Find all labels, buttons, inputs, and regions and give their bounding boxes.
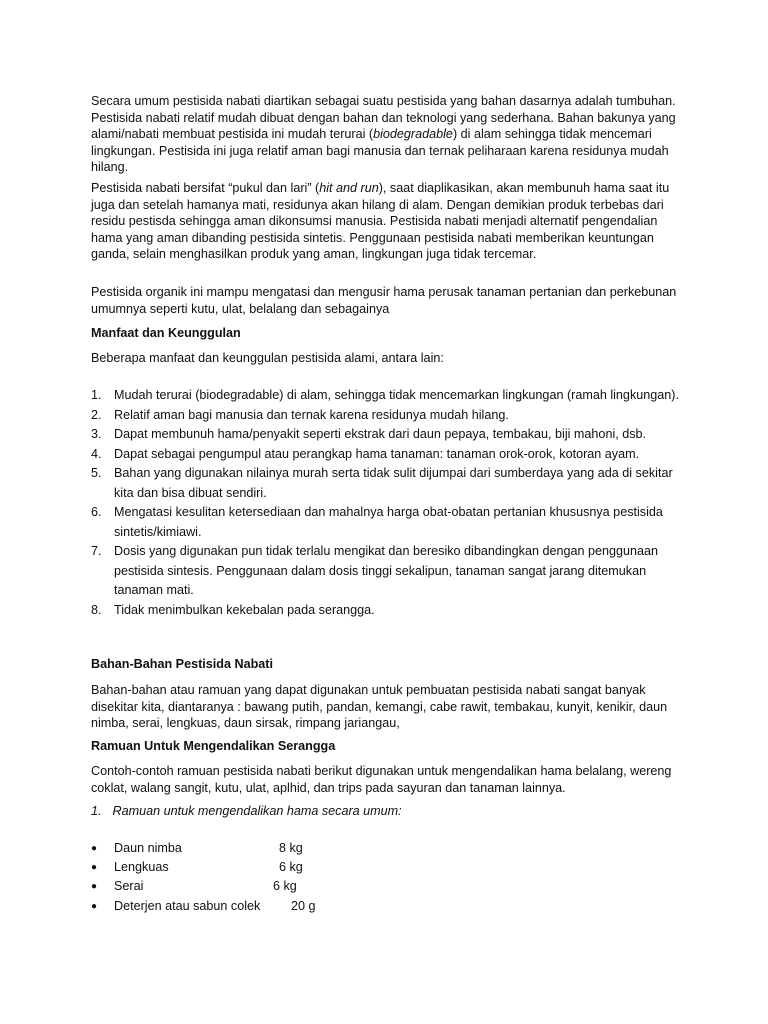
intro-p1-text-b: ) di alam sehingga tidak mencemari lingkungan. Pestisida ini juga relatif aman bagi manusia dan ternak peliharaan karena residunya mudah hilang.: [91, 127, 669, 175]
ramuan-sub-item: 1. Ramuan untuk mengendalikan hama secara umum:: [91, 804, 402, 818]
manfaat-lead: Beberapa manfaat dan keunggulan pestisida alami, antara lain:: [91, 351, 444, 365]
list-item: 7. Dosis yang digunakan pun tidak terlalu mengikat dan beresiko dibandingkan dengan penggunaan pestisida sintesis. Penggunaan dalam dosis tinggi sekalipun, tanaman sangat jarang ditemukan tanaman mati.: [91, 544, 659, 597]
heading-bahan: Bahan-Bahan Pestisida Nabati: [91, 657, 273, 671]
intro-p1-italic: biodegradable: [373, 127, 453, 142]
intro-paragraph-3: Pestisida organik ini mampu mengatasi dan mengusir hama perusak tanaman pertanian dan perkebunan umumnya seperti kutu, ulat, belalang dan sebagainya: [91, 285, 677, 316]
list-item: 4. Dapat sebagai pengumpul atau perangkap hama tanaman: tanaman orok-orok, kotoran ayam.: [91, 446, 640, 461]
bullet-icon: ●: [91, 843, 98, 854]
list-item: 1. Mudah terurai (biodegradable) di alam, sehingga tidak mencemarkan lingkungan (ramah lingkungan).: [91, 388, 679, 402]
list-item: 3. Dapat membunuh hama/penyakit seperti ekstrak dari daun pepaya, tembakau, biji mahoni, dsb.: [91, 427, 647, 441]
list-item: ● Serai 6 kg: [91, 877, 391, 896]
intro-p2-text-a: Pestisida nabati bersifat “pukul dan lari” (: [91, 181, 320, 195]
list-item: 2. Relatif aman bagi manusia dan ternak karena residunya mudah hilang.: [91, 407, 509, 422]
intro-p2-italic: hit and run: [319, 181, 379, 195]
list-item: 5. Bahan yang digunakan nilainya murah serta tidak sulit dijumpai dari sumberdaya yang ada di sekitar kita dan bisa dibuat sendiri.: [91, 466, 673, 500]
manfaat-list: [91, 386, 691, 620]
bahan-paragraph: Bahan-bahan atau ramuan yang dapat digunakan untuk pembuatan pestisida nabati sangat banyak disekitar kita, diantaranya : bawang putih, pandan, kemangi, cabe rawit, tembakau, kunyit, kenikir, daun nimba, serai, lengkuas, daun sirsak, rimpang jariangau,: [91, 683, 668, 731]
list-item: 6. Mengatasi kesulitan ketersediaan dan mahalnya harga obat-obatan pertanian khususnya pestisida sintetis/kimiawi.: [91, 505, 663, 539]
ingredients-list: [91, 839, 391, 916]
list-item: ● Deterjen atau sabun colek 20 g: [91, 897, 391, 916]
heading-ramuan: Ramuan Untuk Mengendalikan Serangga: [91, 739, 336, 753]
intro-paragraph-1: [91, 93, 691, 176]
bullet-icon: ●: [91, 862, 98, 874]
list-item: ● Daun nimba 8 kg: [91, 839, 391, 858]
list-item: ● Lengkuas 6 kg: [91, 858, 391, 877]
bullet-icon: ●: [91, 881, 98, 893]
intro-p2-text-b: ), saat diaplikasikan, akan membunuh hama saat itu juga dan setelah hamanya mati, residunya akan hilang di alam. Dengan demikian produk terbebas dari residu pestisda sehingga aman dikonsumsi manusia. Pestisida nabati menjadi alternatif pengendalian hama yang aman dibanding pestisida sintetis. Penggunaan pestisida nabati memberikan keuntungan ganda, selain menghasilkan produk yang aman, lingkungan juga tidak tercemar.: [91, 181, 670, 262]
heading-manfaat: Manfaat dan Keunggulan: [91, 326, 241, 340]
intro-paragraph-2: [91, 180, 691, 263]
ramuan-paragraph: Contoh-contoh ramuan pestisida nabati berikut digunakan untuk mengendalikan hama belalang, wereng coklat, walang sangit, kutu, ulat, aplhid, dan trips pada sayuran dan tanaman lainnya.: [91, 764, 672, 795]
list-item: 8. Tidak menimbulkan kekebalan pada serangga.: [91, 602, 375, 617]
bullet-icon: ●: [91, 900, 98, 912]
intro-p1-text-a: Secara umum pestisida nabati diartikan sebagai suatu pestisida yang bahan dasarnya adalah tumbuhan. Pestisida nabati relatif mudah dibuat dengan bahan dan teknologi yang sederhana. Bahan bakunya yang alami/nabati membuat pestisida ini mudah terurai (: [91, 94, 676, 142]
